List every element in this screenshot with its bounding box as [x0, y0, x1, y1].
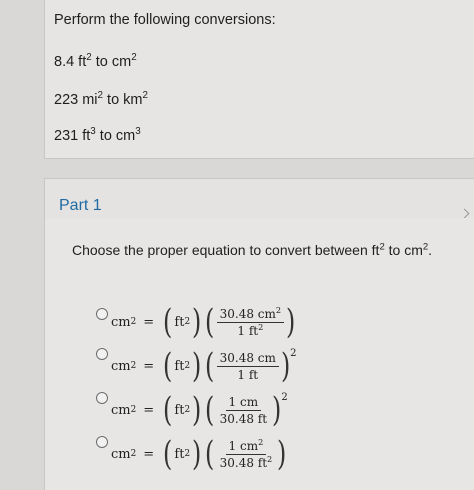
equation-d: cm 2 = ( ft 2 ) ( $\frac{1 cm^2}{30.48 ft^2}$ ) [111, 434, 287, 474]
equation-a: cm 2 = ( ft 2 ) ( $\frac{30.48 cm^2}{1 ft^2}$ ) [111, 302, 296, 342]
question-card [44, 218, 474, 490]
answer-option-c[interactable] [45, 388, 474, 432]
answer-option-a[interactable] [45, 300, 474, 344]
problem-statement-card [44, 0, 474, 159]
part-header [44, 178, 474, 220]
answer-option-d[interactable] [45, 432, 474, 476]
conversion-fraction: $\frac{1 cm}{30.48 ft}$ [219, 394, 268, 426]
problem-title: Perform the following conversions: [54, 12, 276, 28]
conversion-fraction: $\frac{1 cm^2}{30.48 ft^2}$ [219, 436, 273, 470]
conversion-1: 8.4 $ft^2$ to $cm^2$ [54, 52, 137, 70]
conversion-fraction: $\frac{30.48 cm^2}{1 ft^2}$ [217, 307, 284, 338]
answer-option-b[interactable] [45, 344, 474, 388]
conversion-3: 231 $ft^3$ to $cm^3$ [54, 126, 141, 144]
radio-button-c[interactable] [96, 392, 108, 404]
radio-button-d[interactable] [96, 436, 108, 448]
equation-b: cm 2 = ( ft 2 ) ( $\frac{30.48 cm}{1 ft}$ ) 2 [111, 346, 297, 386]
equation-c: cm 2 = ( ft 2 ) ( $\frac{1 cm}{30.48 ft}$ ) 2 [111, 390, 288, 430]
conversion-2: 223 $mi^2$ to $km^2$ [54, 90, 148, 108]
question-prompt: Choose the proper equation to convert between $ft^2$ to $cm^2$. [72, 241, 433, 258]
part-title: Part 1 [59, 197, 102, 214]
radio-button-b[interactable] [96, 348, 108, 360]
radio-button-a[interactable] [96, 308, 108, 320]
conversion-fraction: $\frac{30.48 cm}{1 ft}$ [217, 351, 279, 382]
